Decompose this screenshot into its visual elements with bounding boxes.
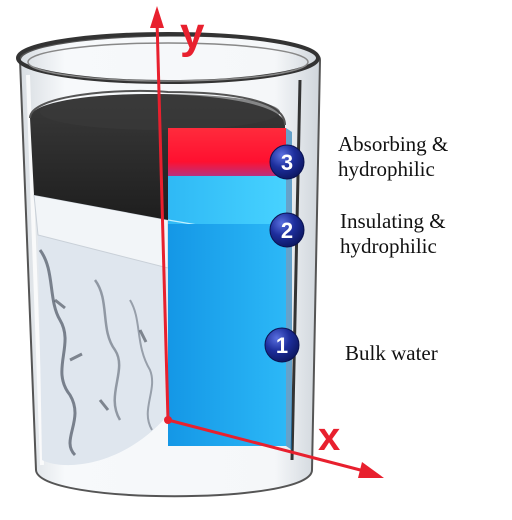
layer-2-label-line2: hydrophilic bbox=[340, 234, 437, 258]
badge-2 bbox=[270, 213, 304, 247]
badge-3-number: 3 bbox=[280, 150, 294, 175]
layer-3-label bbox=[338, 132, 448, 182]
absorbing-layer-section bbox=[168, 128, 286, 176]
badge-1 bbox=[265, 328, 299, 362]
x-axis-arrow bbox=[358, 462, 384, 478]
y-axis-arrow bbox=[150, 6, 164, 28]
cross-section bbox=[168, 128, 292, 450]
y-axis-label: y bbox=[180, 9, 205, 58]
layer-2-label-line1: Insulating & bbox=[340, 209, 446, 233]
layer-3-label-line1: Absorbing & bbox=[338, 132, 449, 156]
badge-3 bbox=[270, 145, 304, 179]
x-axis-label: x bbox=[318, 415, 341, 459]
layer-3-label-line2: hydrophilic bbox=[338, 157, 435, 181]
layer-1-label-line1: Bulk water bbox=[345, 341, 438, 365]
insulating-layer-section bbox=[168, 176, 286, 224]
badge-2-number: 2 bbox=[280, 218, 294, 243]
layer-2-label bbox=[340, 209, 446, 259]
layer-1-label bbox=[345, 341, 438, 366]
badge-1-number: 1 bbox=[275, 333, 289, 358]
bulk-water-left bbox=[38, 235, 168, 465]
